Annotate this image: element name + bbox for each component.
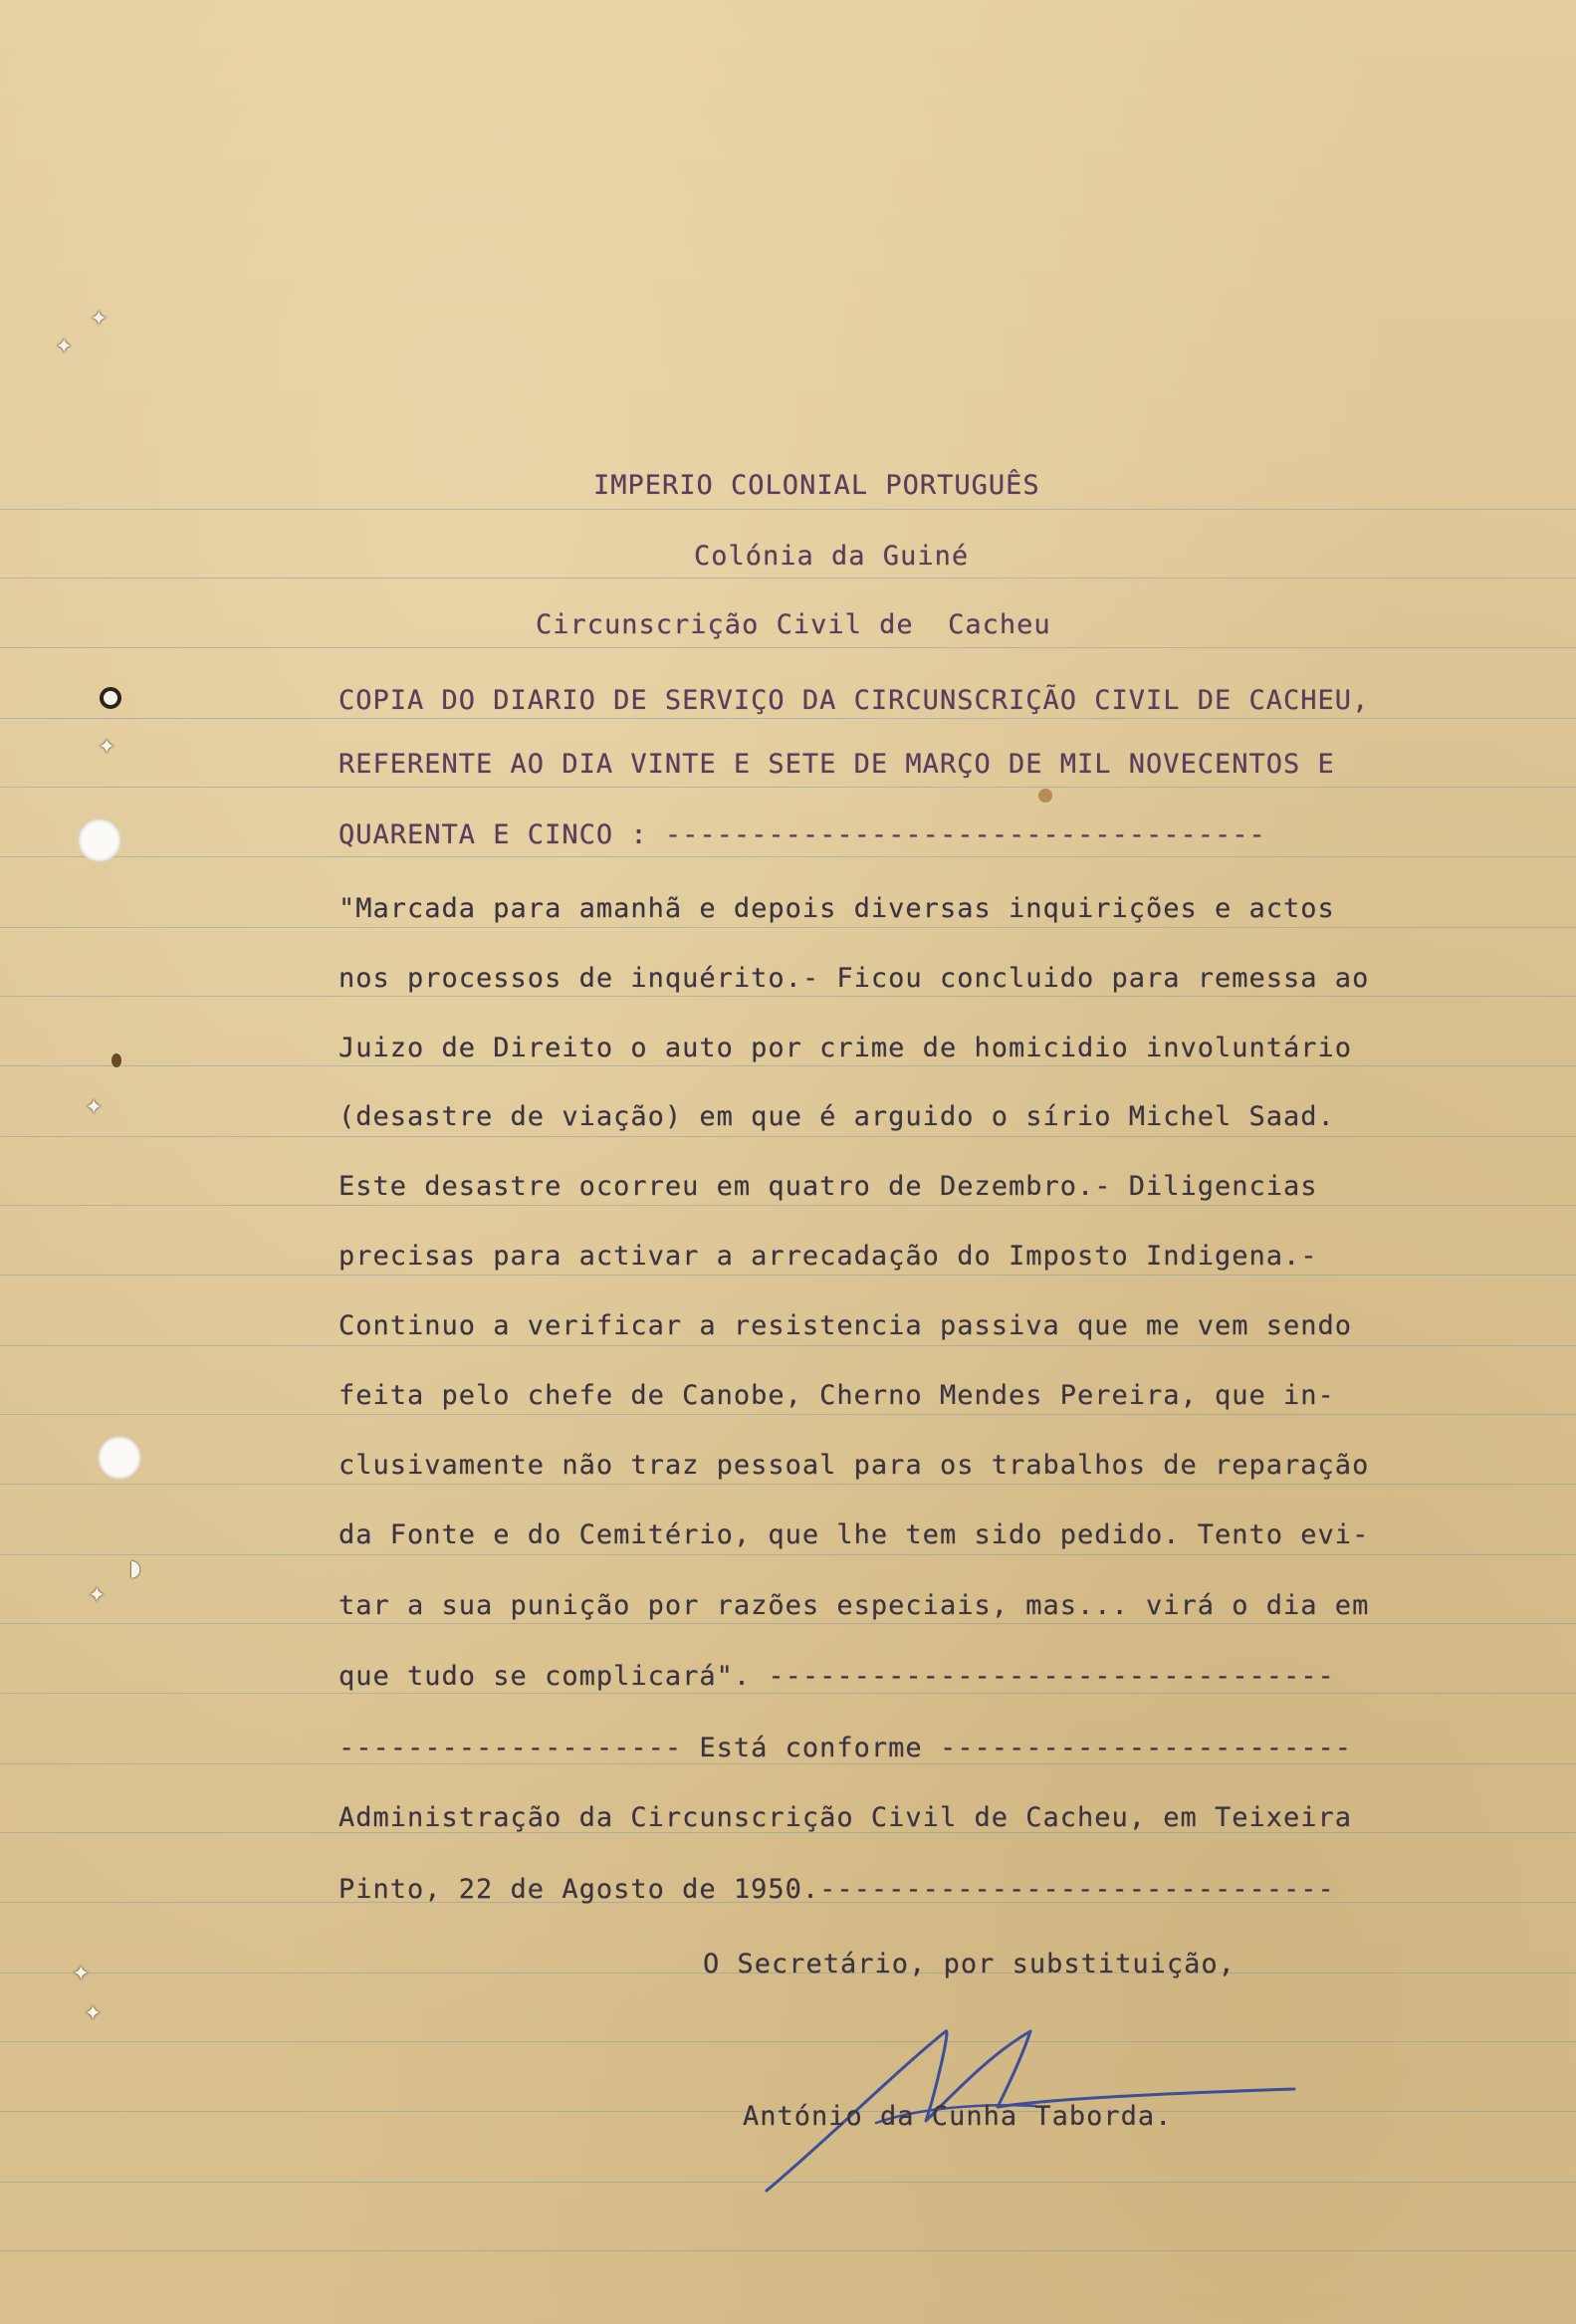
body-line: Administração da Circunscrição Civil de Cacheu, em Teixeira (338, 1802, 1353, 1833)
body-line: -------------------- Está conforme ------------------------ (338, 1733, 1353, 1763)
ruled-line (0, 509, 1576, 510)
puncture-mark: ✦ (98, 735, 116, 760)
body-line: tar a sua punição por razões especiais, mas... virá o dia em (338, 1590, 1370, 1621)
ruled-line (0, 1345, 1576, 1346)
ruled-line (0, 647, 1576, 648)
puncture-mark: ✦ (84, 2001, 103, 2026)
puncture-mark: ✦ (85, 1095, 104, 1120)
body-line: "Marcada para amanhã e depois diversas inquirições e actos (338, 893, 1335, 924)
puncture-mark: ✦ (55, 335, 74, 359)
district-name: Circunscrição Civil de Cacheu (536, 609, 1051, 640)
ruled-line (0, 856, 1576, 857)
puncture-mark: ✦ (72, 1962, 91, 1986)
document-title: IMPERIO COLONIAL PORTUGUÊS (593, 470, 1040, 501)
ruled-line (0, 1275, 1576, 1276)
body-line: Pinto, 22 de Agosto de 1950.------------------------------ (338, 1874, 1335, 1905)
ruled-line (0, 578, 1576, 579)
ruled-line (0, 1065, 1576, 1066)
body-line: (desastre de viação) em que é arguido o sírio Michel Saad. (338, 1101, 1335, 1132)
puncture-mark (112, 1053, 121, 1067)
ruled-line (0, 1623, 1576, 1624)
body-line: feita pelo chefe de Canobe, Cherno Mendes Pereira, que in- (338, 1380, 1335, 1411)
ruled-line (0, 718, 1576, 719)
body-line: QUARENTA E CINCO : ----------------------------------- (338, 819, 1266, 850)
signatory-role: O Secretário, por substituição, (703, 1949, 1236, 1979)
puncture-mark: ◗ (129, 1556, 141, 1581)
body-line: COPIA DO DIARIO DE SERVIÇO DA CIRCUNSCRIÇÃO CIVIL DE CACHEU, (338, 685, 1370, 716)
ruled-line (0, 1763, 1576, 1764)
body-line: que tudo se complicará". --------------------------------- (338, 1661, 1335, 1692)
body-line: Continuo a verificar a resistencia passiva que me vem sendo (338, 1310, 1353, 1341)
ruled-line (0, 787, 1576, 788)
body-line: Juizo de Direito o auto por crime de homicidio involuntário (338, 1033, 1353, 1063)
puncture-mark: ✦ (90, 307, 109, 332)
signatory-name: António da Cunha Taborda. (743, 2101, 1173, 2132)
ruled-line (0, 1554, 1576, 1555)
ruled-line (0, 1414, 1576, 1415)
body-line: clusivamente não traz pessoal para os trabalhos de reparação (338, 1450, 1370, 1481)
body-line: precisas para activar a arrecadação do Imposto Indigena.- (338, 1241, 1318, 1272)
ruled-line (0, 1205, 1576, 1206)
punch-hole (78, 818, 121, 862)
puncture-mark: ✦ (88, 1583, 107, 1608)
body-line: nos processos de inquérito.- Ficou concluido para remessa ao (338, 963, 1370, 994)
puncture-mark (100, 687, 121, 709)
ruled-line (0, 2250, 1576, 2251)
body-line: REFERENTE AO DIA VINTE E SETE DE MARÇO DE MIL NOVECENTOS E (338, 749, 1335, 780)
ruled-line (0, 927, 1576, 928)
ruled-line (0, 1693, 1576, 1694)
body-line: Este desastre ocorreu em quatro de Dezembro.- Diligencias (338, 1171, 1318, 1202)
punch-hole (98, 1436, 141, 1480)
ruled-line (0, 996, 1576, 997)
ruled-line (0, 1484, 1576, 1485)
colony-name: Colónia da Guiné (694, 541, 970, 572)
ruled-line (0, 1136, 1576, 1137)
body-line: da Fonte e do Cemitério, que lhe tem sido pedido. Tento evi- (338, 1519, 1370, 1550)
ink-stain (1038, 789, 1052, 803)
